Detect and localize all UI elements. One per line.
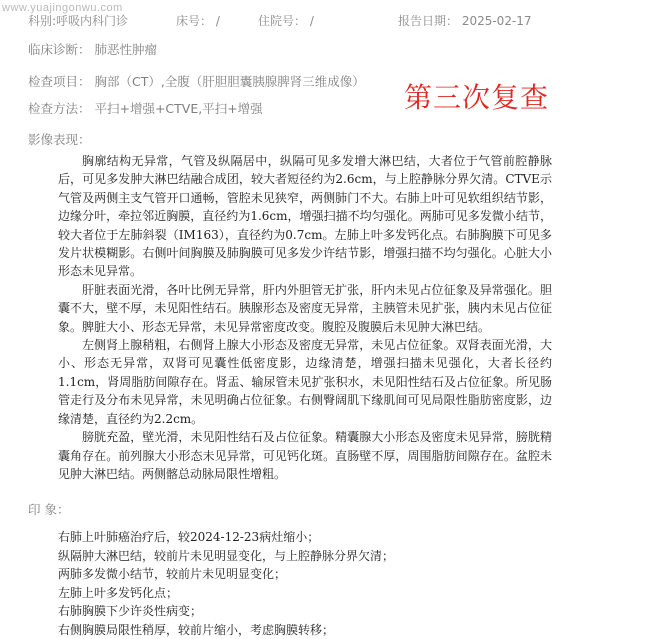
impression-item: 左肺上叶多发钙化点； <box>58 584 518 603</box>
header-bed-number: 床号： / <box>176 12 220 29</box>
watermark-text: www.yuajingonwu.com <box>2 2 123 14</box>
impression-item: 纵隔肿大淋巴结，较前片未见明显变化，与上腔静脉分界欠清； <box>58 547 518 566</box>
exam-item: 检查项目： 胸部（CT）,全腹（肝胆胆囊胰腺脾肾三维成像） <box>28 72 365 90</box>
clinical-diagnosis: 临床诊断： 肺恶性肿瘤 <box>28 40 157 58</box>
findings-paragraph-chest: 胸廓结构无异常，气管及纵隔居中，纵隔可见多发增大淋巴结，大者位于气管前腔静脉后，可见多发肿大淋巴结融合成团，较大者短径约为2.6cm，与上腔静脉分界欠清。CTVE示气管及两侧主支气管开口通畅，管腔未见狭窄，两侧肺门不大。右肺上叶可见软组织结节影，边缘分叶，牵拉邻近胸膜，直径约为1.6cm，增强扫描不均匀强化。两肺可见多发微小结节，较大者位于左肺斜裂（IM163），直径约为0.7cm。左肺上叶多发钙化点。右肺胸膜下可见多发片状模糊影。右侧叶间胸膜及肺胸膜可见多发少许结节影，增强扫描不均匀强化。心脏大小形态未见异常。 <box>58 152 552 281</box>
header-report-date: 报告日期： 2025-02-17 <box>398 12 532 29</box>
impression-item: 右肺胸膜下少许炎性病变； <box>58 602 518 621</box>
findings-label: 影像表现： <box>28 130 91 148</box>
impression-item: 右侧胸膜局限性稍厚，较前片缩小，考虑胸膜转移； <box>58 621 518 639</box>
recheck-stamp: 第三次复查 <box>404 76 549 116</box>
findings-paragraph-abdomen: 肝脏表面光滑，各叶比例无异常，肝内外胆管无扩张，肝内未见占位征象及异常强化。胆囊不大，壁不厚，未见阳性结石。胰腺形态及密度无异常，主胰管未见扩张，胰内未见占位征象。脾脏大小、形态无异常，未见异常密度改变。腹腔及腹膜后未见肿大淋巴结。 <box>58 281 552 336</box>
impression-label: 印 象： <box>28 500 69 518</box>
header-inpatient-number: 住院号： / <box>258 12 314 29</box>
header-department: 科别:呼吸内科门诊 <box>28 12 128 29</box>
impression-item: 两肺多发微小结节，较前片未见明显变化； <box>58 565 518 584</box>
impression-item: 右肺上叶肺癌治疗后，较2024-12-23病灶缩小； <box>58 528 518 547</box>
impression-list <box>58 528 518 639</box>
findings-paragraph-pelvis: 膀胱充盈，壁光滑，未见阳性结石及占位征象。精囊腺大小形态及密度未见异常，膀胱精囊角存在。前列腺大小形态未见异常，可见钙化斑。直肠壁不厚，周围脂肪间隙存在。盆腔未见肿大淋巴结。两侧髂总动脉局限性增粗。 <box>58 428 552 483</box>
exam-method: 检查方法： 平扫+增强+CTVE,平扫+增强 <box>28 99 263 117</box>
findings-paragraph-kidney: 左侧肾上腺稍粗，右侧肾上腺大小形态及密度无异常，未见占位征象。双肾表面光滑，大小、形态无异常，双肾可见囊性低密度影，边缘清楚，增强扫描未见强化，大者长径约1.1cm，肾周脂肪间隙存在。肾盂、输尿管未见扩张积水，未见阳性结石及占位征象。所见肠管走行及分布未见异常，未见明确占位征象。右侧臀阔肌下缘肌间可见局限性脂肪密度影，边缘清楚，直径约为2.2cm。 <box>58 336 552 428</box>
findings-body <box>58 152 552 483</box>
